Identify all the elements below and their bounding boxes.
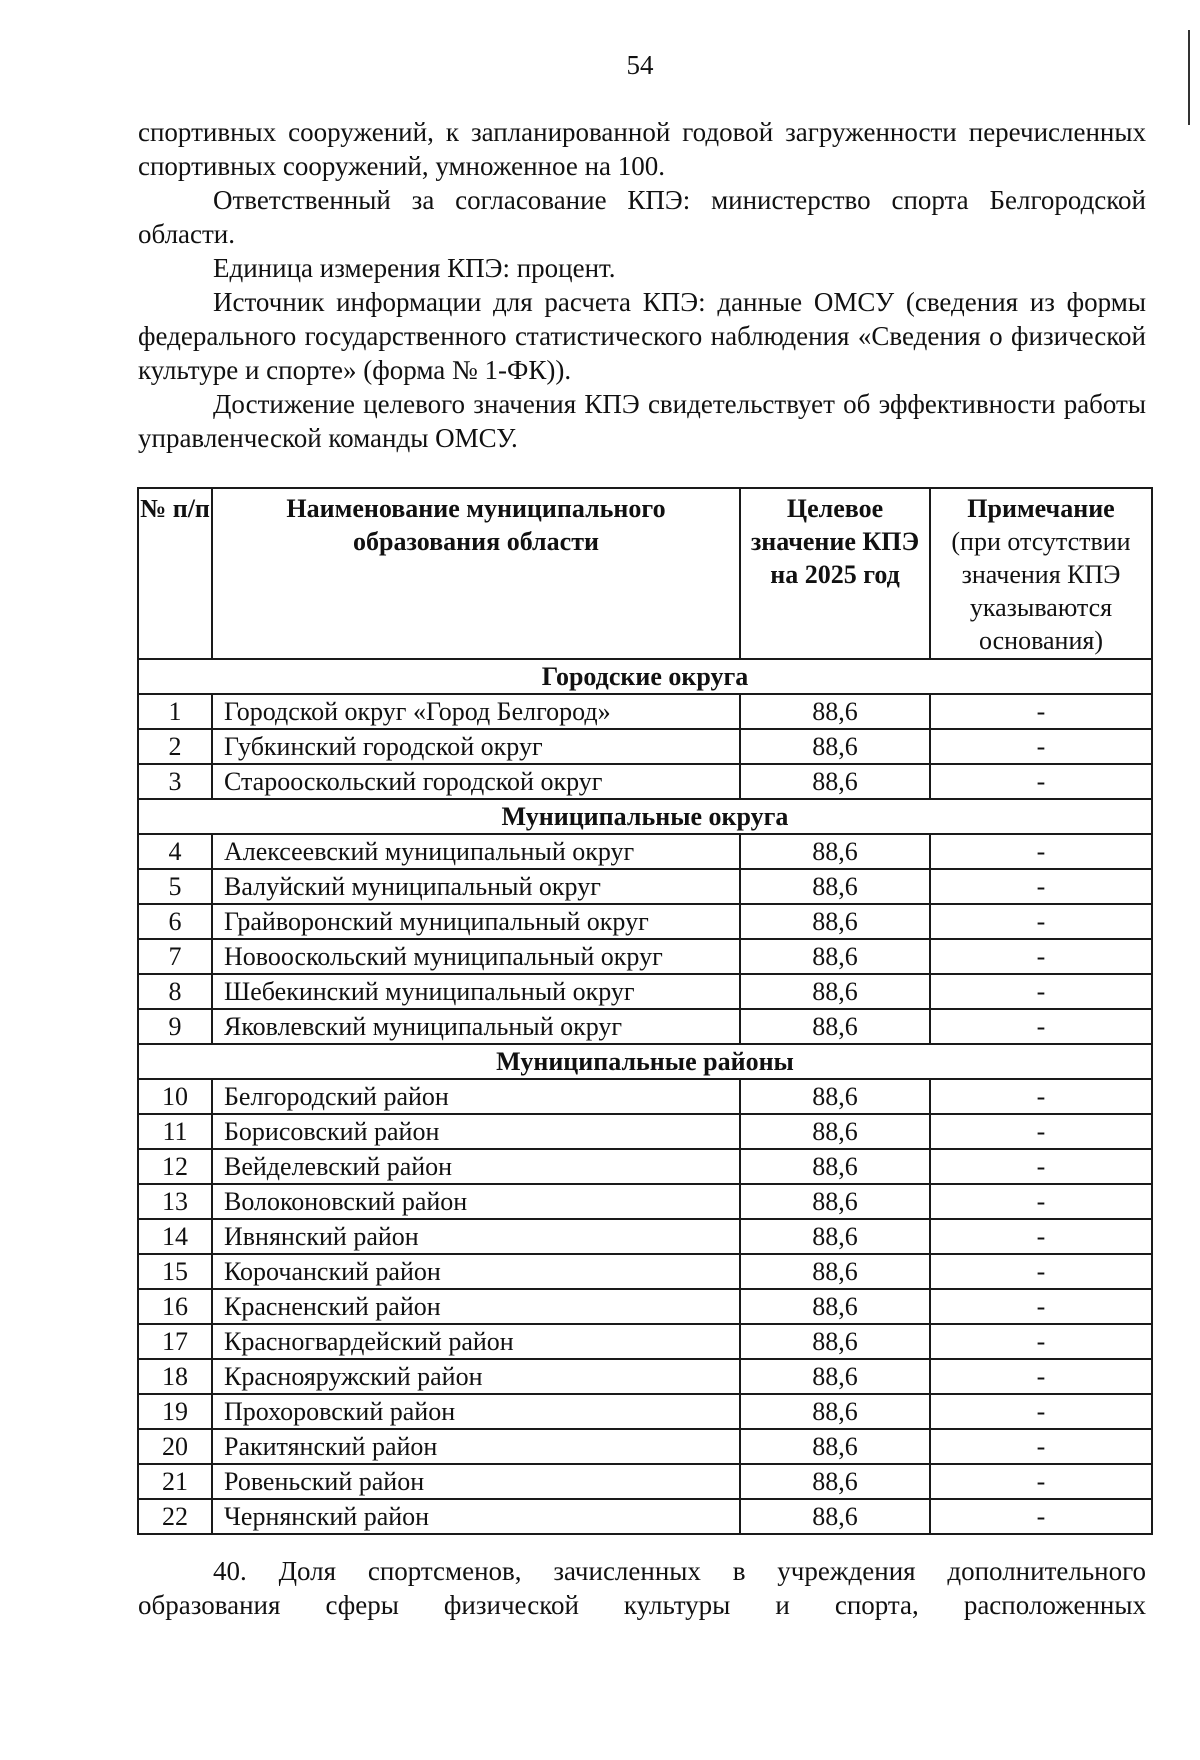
kpi-value: 88,6 <box>740 1429 930 1464</box>
table-row <box>138 869 1152 904</box>
municipality-name: Чернянский район <box>212 1499 740 1534</box>
table-row <box>138 1254 1152 1289</box>
table-row <box>138 904 1152 939</box>
next-item-text <box>138 1554 1146 1622</box>
municipality-name: Волоконовский район <box>212 1184 740 1219</box>
row-number: 3 <box>138 764 212 799</box>
kpi-value: 88,6 <box>740 1394 930 1429</box>
body-text <box>138 115 1146 455</box>
row-number: 7 <box>138 939 212 974</box>
row-note: - <box>930 1394 1152 1429</box>
row-note: - <box>930 904 1152 939</box>
row-number: 18 <box>138 1359 212 1394</box>
page-number: 54 <box>626 50 654 80</box>
row-note: - <box>930 1429 1152 1464</box>
row-note: - <box>930 1324 1152 1359</box>
paragraph-unit: Единица измерения КПЭ: процент. <box>213 253 616 283</box>
row-number: 1 <box>138 694 212 729</box>
municipality-name: Ровеньский район <box>212 1464 740 1499</box>
row-note: - <box>930 939 1152 974</box>
row-number: 4 <box>138 834 212 869</box>
paragraph-continuation: спортивных сооружений, к запланированной годовой загруженности перечисленных спортивных сооружений, умноженное на 100. <box>138 117 1146 181</box>
municipality-name: Яковлевский муниципальный округ <box>212 1009 740 1044</box>
kpi-value: 88,6 <box>740 1114 930 1149</box>
kpi-value: 88,6 <box>740 1079 930 1114</box>
row-number: 12 <box>138 1149 212 1184</box>
kpi-value: 88,6 <box>740 1464 930 1499</box>
kpi-value: 88,6 <box>740 1289 930 1324</box>
table-row <box>138 1184 1152 1219</box>
kpi-table <box>137 487 1153 1535</box>
table-row <box>138 729 1152 764</box>
margin-rule <box>1188 30 1190 125</box>
row-note: - <box>930 1359 1152 1394</box>
municipality-name: Белгородский район <box>212 1079 740 1114</box>
kpi-value: 88,6 <box>740 729 930 764</box>
row-number: 22 <box>138 1499 212 1534</box>
municipality-name: Краснояружский район <box>212 1359 740 1394</box>
municipality-name: Прохоровский район <box>212 1394 740 1429</box>
table-row <box>138 694 1152 729</box>
row-number: 17 <box>138 1324 212 1359</box>
row-note: - <box>930 869 1152 904</box>
municipality-name: Губкинский городской округ <box>212 729 740 764</box>
row-note: - <box>930 1254 1152 1289</box>
row-note: - <box>930 694 1152 729</box>
municipality-name: Ракитянский район <box>212 1429 740 1464</box>
row-note: - <box>930 729 1152 764</box>
table-row <box>138 834 1152 869</box>
kpi-value: 88,6 <box>740 1184 930 1219</box>
row-number: 8 <box>138 974 212 1009</box>
table-row <box>138 974 1152 1009</box>
municipality-name: Валуйский муниципальный округ <box>212 869 740 904</box>
row-number: 6 <box>138 904 212 939</box>
municipality-name: Борисовский район <box>212 1114 740 1149</box>
table-row <box>138 1009 1152 1044</box>
row-number: 10 <box>138 1079 212 1114</box>
kpi-value: 88,6 <box>740 974 930 1009</box>
kpi-value: 88,6 <box>740 764 930 799</box>
row-note: - <box>930 1219 1152 1254</box>
header-note <box>930 488 1152 659</box>
kpi-value: 88,6 <box>740 939 930 974</box>
header-value: Целевое значение КПЭ на 2025 год <box>740 488 930 659</box>
kpi-value: 88,6 <box>740 1254 930 1289</box>
table-row <box>138 1324 1152 1359</box>
table-row <box>138 764 1152 799</box>
row-note: - <box>930 974 1152 1009</box>
header-name: Наименование муниципального образования области <box>212 488 740 659</box>
header-note-title: Примечание <box>967 494 1115 523</box>
table-row <box>138 1464 1152 1499</box>
municipality-name: Новооскольский муниципальный округ <box>212 939 740 974</box>
kpi-value: 88,6 <box>740 1149 930 1184</box>
kpi-value: 88,6 <box>740 1499 930 1534</box>
paragraph-source: Источник информации для расчета КПЭ: данные ОМСУ (сведения из формы федерального государственного статистического наблюдения «Сведения о физической культуре и спорте» (форма № 1-ФК)). <box>138 287 1146 385</box>
next-item-line-1: 40. Доля спортсменов, зачисленных в учреждения дополнительного <box>213 1556 1146 1586</box>
municipality-name: Вейделевский район <box>212 1149 740 1184</box>
row-number: 9 <box>138 1009 212 1044</box>
table-row <box>138 1219 1152 1254</box>
municipality-name: Алексеевский муниципальный округ <box>212 834 740 869</box>
row-note: - <box>930 1079 1152 1114</box>
table-row <box>138 1289 1152 1324</box>
table-row <box>138 1499 1152 1534</box>
row-note: - <box>930 1114 1152 1149</box>
municipality-name: Корочанский район <box>212 1254 740 1289</box>
paragraph-responsible: Ответственный за согласование КПЭ: министерство спорта Белгородской области. <box>138 185 1146 249</box>
section-title: Муниципальные районы <box>138 1044 1152 1079</box>
row-note: - <box>930 1499 1152 1534</box>
row-number: 14 <box>138 1219 212 1254</box>
kpi-value: 88,6 <box>740 1359 930 1394</box>
row-number: 13 <box>138 1184 212 1219</box>
row-number: 5 <box>138 869 212 904</box>
municipality-name: Грайворонский муниципальный округ <box>212 904 740 939</box>
kpi-value: 88,6 <box>740 1219 930 1254</box>
table-header-row <box>138 488 1152 659</box>
table-body <box>138 659 1152 1534</box>
municipality-name: Старооскольский городской округ <box>212 764 740 799</box>
row-note: - <box>930 764 1152 799</box>
section-title: Городские округа <box>138 659 1152 694</box>
header-note-detail: (при отсутствии значения КПЭ указываются основания) <box>951 527 1131 655</box>
row-number: 20 <box>138 1429 212 1464</box>
municipality-name: Шебекинский муниципальный округ <box>212 974 740 1009</box>
row-note: - <box>930 1184 1152 1219</box>
kpi-value: 88,6 <box>740 904 930 939</box>
row-number: 11 <box>138 1114 212 1149</box>
table-row <box>138 1079 1152 1114</box>
row-note: - <box>930 1289 1152 1324</box>
kpi-value: 88,6 <box>740 1324 930 1359</box>
kpi-value: 88,6 <box>740 869 930 904</box>
row-note: - <box>930 1464 1152 1499</box>
table-row <box>138 939 1152 974</box>
row-note: - <box>930 834 1152 869</box>
municipality-name: Красненский район <box>212 1289 740 1324</box>
table-row <box>138 1359 1152 1394</box>
row-number: 21 <box>138 1464 212 1499</box>
header-num: № п/п <box>138 488 212 659</box>
municipality-name: Городской округ «Город Белгород» <box>212 694 740 729</box>
table-row <box>138 1114 1152 1149</box>
row-note: - <box>930 1009 1152 1044</box>
row-number: 2 <box>138 729 212 764</box>
kpi-value: 88,6 <box>740 694 930 729</box>
municipality-name: Красногвардейский район <box>212 1324 740 1359</box>
row-note: - <box>930 1149 1152 1184</box>
section-row <box>138 799 1152 834</box>
section-title: Муниципальные округа <box>138 799 1152 834</box>
row-number: 16 <box>138 1289 212 1324</box>
kpi-value: 88,6 <box>740 834 930 869</box>
row-number: 19 <box>138 1394 212 1429</box>
table-row <box>138 1394 1152 1429</box>
next-item-line-2: образования сферы физической культуры и спорта, расположенных <box>138 1590 1146 1620</box>
municipality-name: Ивнянский район <box>212 1219 740 1254</box>
paragraph-achievement: Достижение целевого значения КПЭ свидетельствует об эффективности работы управленческой команды ОМСУ. <box>138 389 1146 453</box>
table-row <box>138 1429 1152 1464</box>
table-row <box>138 1149 1152 1184</box>
section-row <box>138 659 1152 694</box>
row-number: 15 <box>138 1254 212 1289</box>
section-row <box>138 1044 1152 1079</box>
kpi-value: 88,6 <box>740 1009 930 1044</box>
